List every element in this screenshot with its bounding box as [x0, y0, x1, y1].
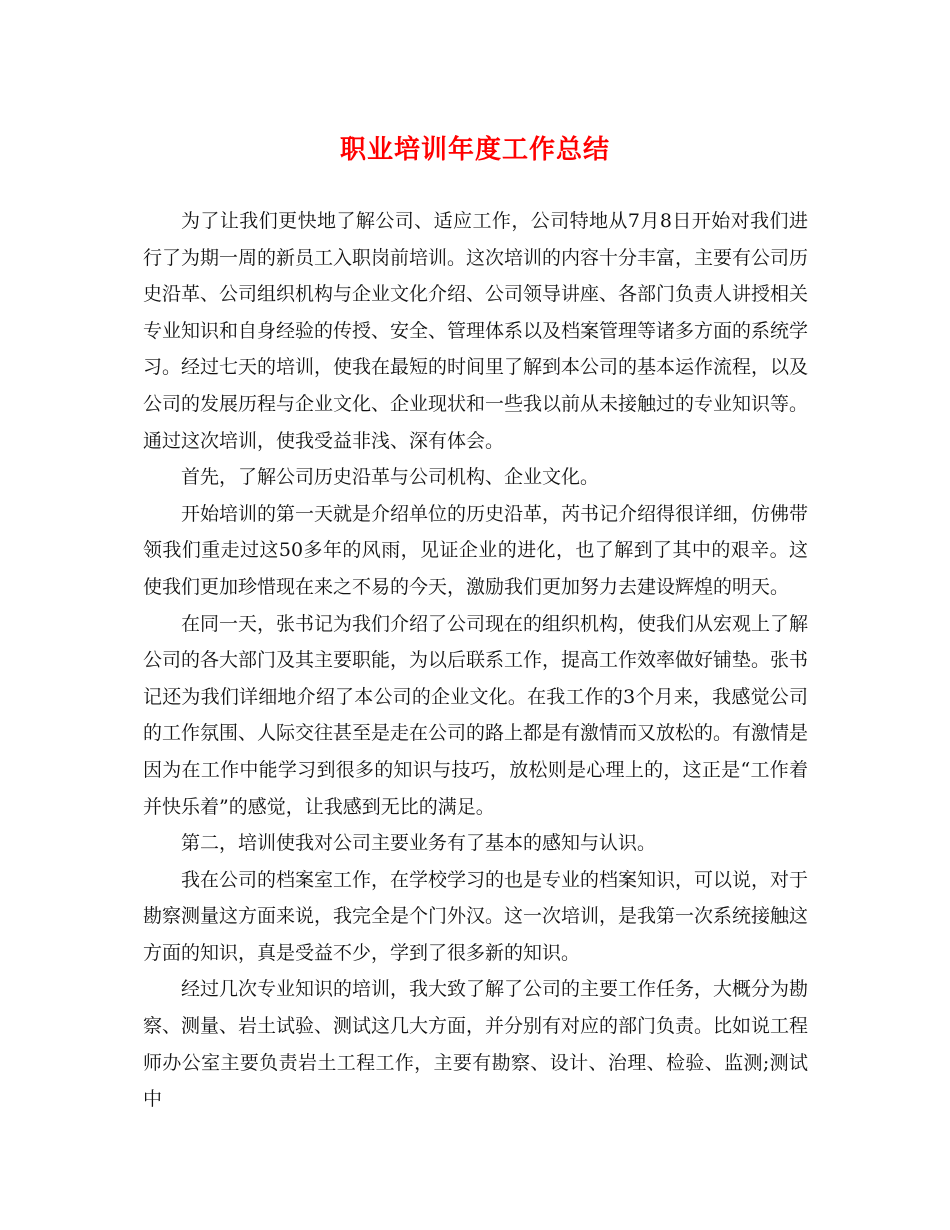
paragraph-3: 开始培训的第一天就是介绍单位的历史沿革，芮书记介绍得很详细，仿佛带领我们重走过这50多年的风雨，见证企业的进化，也了解到了其中的艰辛。这使我们更加珍惜现在来之不易的今天，激励我们更加努力去建设辉煌的明天。	[143, 502, 809, 598]
paragraph-5: 第二，培训使我对公司主要业务有了基本的感知与认识。	[181, 832, 657, 855]
document-body	[143, 203, 808, 1118]
document-title: 职业培训年度工作总结	[339, 135, 610, 165]
paragraph-7: 经过几次专业知识的培训，我大致了解了公司的主要工作任务，大概分为勘察、测量、岩土试验、测试这几大方面，并分别有对应的部门负责。比如说工程师办公室主要负责岩土工程工作，主要有勘察、设计、治理、检验、监测;测试中	[143, 978, 809, 1111]
paragraph-2: 首先，了解公司历史沿革与公司机构、企业文化。	[181, 466, 600, 489]
paragraph-1: 为了让我们更快地了解公司、适应工作，公司特地从7月8日开始对我们进行了为期一周的新员工入职岗前培训。这次培训的内容十分丰富，主要有公司历史沿革、公司组织机构与企业文化介绍、公司领导讲座、各部门负责人讲授相关专业知识和自身经验的传授、安全、管理体系以及档案管理等诸多方面的系统学习。经过七天的培训，使我在最短的时间里了解到本公司的基本运作流程，以及公司的发展历程与企业文化、企业现状和一些我以前从未接触过的专业知识等。通过这次培训，使我受益非浅、深有体会。	[143, 210, 809, 452]
paragraph-6: 我在公司的档案室工作，在学校学习的也是专业的档案知识，可以说，对于勘察测量这方面来说，我完全是个门外汉。这一次培训，是我第一次系统接触这方面的知识，真是受益不少，学到了很多新的知识。	[143, 868, 809, 964]
paragraph-4: 在同一天，张书记为我们介绍了公司现在的组织机构，使我们从宏观上了解公司的各大部门及其主要职能，为以后联系工作，提高工作效率做好铺垫。张书记还为我们详细地介绍了本公司的企业文化。在我工作的3个月来，我感觉公司的工作氛围、人际交往甚至是走在公司的路上都是有激情而又放松的。有激情是因为在工作中能学习到很多的知识与技巧，放松则是心理上的，这正是“工作着并快乐着”的感觉，让我感到无比的满足。	[143, 612, 809, 818]
